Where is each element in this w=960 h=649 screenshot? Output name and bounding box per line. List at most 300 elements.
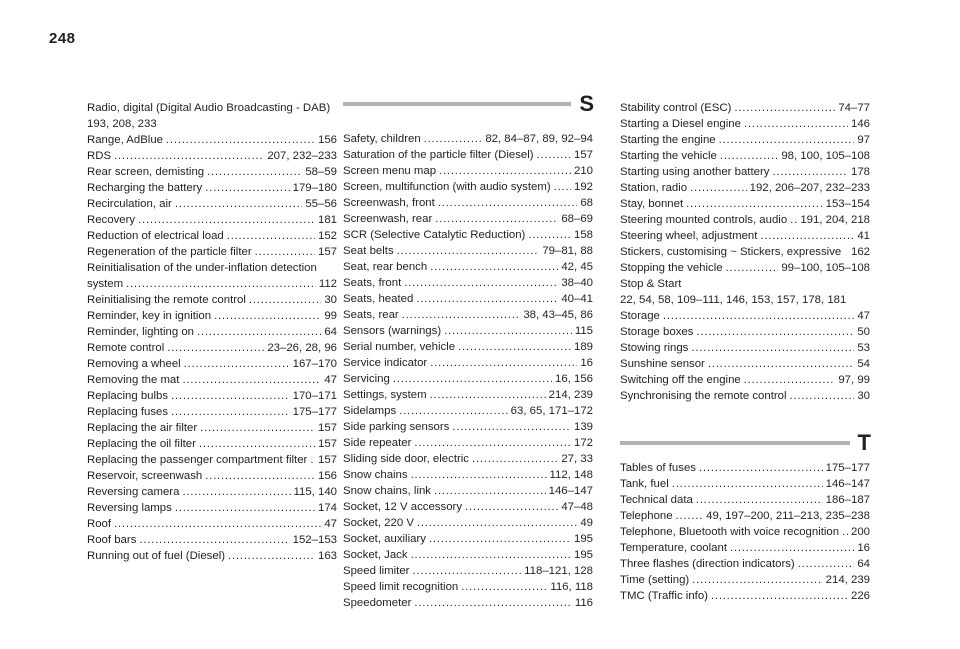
entry-pages: 200	[850, 526, 870, 538]
index-entry	[620, 276, 870, 292]
entry-term: Replacing bulbs	[87, 390, 169, 402]
entry-pages: 181	[317, 214, 337, 226]
entry-term: Socket, 12 V accessory	[343, 501, 463, 513]
entry-term: Removing the mat	[87, 374, 180, 386]
index-entry	[343, 595, 593, 611]
entry-term: Stowing rings	[620, 342, 689, 354]
entry-term: Range, AdBlue	[87, 134, 163, 146]
entry-term: Sunshine sensor	[620, 358, 705, 370]
entry-term: Servicing	[343, 373, 390, 385]
dot-leader	[184, 356, 290, 372]
entry-pages: 158	[573, 229, 593, 241]
entry-pages: 30	[857, 390, 870, 402]
entry-pages: 16	[580, 357, 593, 369]
entry-pages: 63, 65, 171–172	[510, 405, 593, 417]
dot-leader	[472, 451, 558, 467]
entry-pages: 179–180	[292, 182, 337, 194]
dot-leader	[416, 291, 558, 307]
entry-term: Tank, fuel	[620, 478, 669, 490]
index-entry	[620, 244, 870, 260]
entry-term: Screenwash, front	[343, 197, 435, 209]
index-entry	[87, 356, 337, 372]
entry-pages: 175–177	[825, 462, 870, 474]
entry-term: Seats, rear	[343, 309, 399, 321]
entry-pages: 68–69	[561, 213, 593, 225]
entry-pages: 99–100, 105–108	[781, 262, 870, 274]
dot-leader	[672, 476, 823, 492]
index-entry	[343, 211, 593, 227]
dot-leader	[167, 340, 264, 356]
dot-leader	[730, 540, 854, 556]
index-entry	[87, 196, 337, 212]
dot-leader	[696, 492, 823, 508]
index-entry	[343, 323, 593, 339]
entry-pages: 175–177	[292, 406, 337, 418]
entry-term: Snow chains	[343, 469, 408, 481]
entry-term: Socket, Jack	[343, 549, 408, 561]
index-entry	[343, 403, 593, 419]
index-entry	[620, 356, 870, 372]
index-entry	[343, 291, 593, 307]
entry-pages: 163	[317, 550, 337, 562]
index-entry	[620, 196, 870, 212]
index-entry	[87, 484, 337, 500]
index-entry	[620, 476, 870, 492]
index-entry	[343, 179, 593, 195]
entry-pages: 23–26, 28, 96	[267, 342, 337, 354]
entry-term: Reminder, lighting on	[87, 326, 195, 338]
entry-pages: 47	[324, 374, 337, 386]
entry-term: Steering wheel, adjustment	[620, 230, 758, 242]
dot-leader	[197, 324, 321, 340]
entry-term: Stability control (ESC)	[620, 102, 732, 114]
index-entry	[87, 420, 337, 436]
entry-term: Service indicator	[343, 357, 428, 369]
index-entry	[620, 180, 870, 196]
dot-leader	[444, 323, 572, 339]
dot-leader	[200, 420, 315, 436]
entry-term: Tables of fuses	[620, 462, 696, 474]
dot-leader	[842, 524, 848, 540]
dot-leader	[412, 563, 521, 579]
entry-term: Telephone, Bluetooth with voice recognition	[620, 526, 840, 538]
index-entry	[620, 572, 870, 588]
entry-term: Reversing camera	[87, 486, 180, 498]
entry-term: Socket, 220 V	[343, 517, 414, 529]
index-entry	[87, 516, 337, 532]
dot-leader	[434, 483, 546, 499]
entry-pages: 16	[857, 542, 870, 554]
entry-term: Reservoir, screenwash	[87, 470, 203, 482]
section-rule	[343, 102, 571, 106]
dot-leader	[182, 484, 290, 500]
entry-pages: 55–56	[305, 198, 337, 210]
entry-term: Starting using another battery	[620, 166, 770, 178]
index-entry	[620, 164, 870, 180]
dot-leader	[692, 572, 822, 588]
index-entry	[87, 212, 337, 228]
entry-term: Temperature, coolant	[620, 542, 728, 554]
index-entry	[87, 148, 337, 164]
entry-term: Technical data	[620, 494, 693, 506]
entry-term: Reminder, key in ignition	[87, 310, 212, 322]
dot-leader	[139, 532, 289, 548]
dot-leader	[439, 163, 571, 179]
index-entry	[343, 275, 593, 291]
dot-leader	[255, 244, 315, 260]
entry-pages: 192	[573, 181, 593, 193]
index-entry	[343, 515, 593, 531]
entry-term: Replacing the air filter	[87, 422, 198, 434]
dot-leader	[790, 388, 855, 404]
entry-pages: 157	[317, 454, 337, 466]
entry-pages: 178	[850, 166, 870, 178]
entry-pages: 42, 45	[561, 261, 593, 273]
entry-term: Switching off the engine	[620, 374, 741, 386]
entry-term: Recirculation, air	[87, 198, 172, 210]
index-entry	[620, 460, 870, 476]
entry-pages: 49, 197–200, 211–213, 235–238	[706, 510, 870, 522]
entry-term: Roof	[87, 518, 112, 530]
dot-leader	[414, 435, 571, 451]
entry-pages: 207, 232–233	[267, 150, 337, 162]
index-entry	[620, 212, 870, 228]
entry-term: SCR (Selective Catalytic Reduction)	[343, 229, 526, 241]
entry-term: Reversing lamps	[87, 502, 172, 514]
dot-leader	[708, 356, 854, 372]
dot-leader	[711, 588, 848, 604]
index-entry	[343, 387, 593, 403]
entry-pages: 115	[574, 325, 593, 337]
index-entry	[343, 371, 593, 387]
entry-pages: 47–48	[561, 501, 593, 513]
index-entry	[620, 148, 870, 164]
dot-leader	[171, 404, 290, 420]
entry-term: Reduction of electrical load	[87, 230, 224, 242]
entry-term: Sliding side door, electric	[343, 453, 469, 465]
entry-term: Stickers, customising ~ Stickers, expressive	[620, 246, 842, 258]
entry-pages: 146	[850, 118, 870, 130]
entry-term: Screenwash, rear	[343, 213, 433, 225]
dot-leader	[138, 212, 315, 228]
index-entry	[87, 548, 337, 564]
index-entry	[87, 260, 337, 276]
index-entry	[343, 419, 593, 435]
entry-pages: 214, 239	[548, 389, 593, 401]
dot-leader	[772, 164, 848, 180]
entry-term: Steering mounted controls, audio	[620, 214, 788, 226]
entry-term: Snow chains, link	[343, 485, 432, 497]
entry-term: Seats, heated	[343, 293, 414, 305]
index-entry	[87, 292, 337, 308]
index-entry	[87, 244, 337, 260]
entry-term: Replacing the passenger compartment filter	[87, 454, 308, 466]
index-entry	[620, 260, 870, 276]
entry-pages: 47	[857, 310, 870, 322]
dot-leader	[744, 372, 836, 388]
index-entry	[87, 100, 337, 116]
dot-leader	[430, 355, 577, 371]
entry-term: Remote control	[87, 342, 165, 354]
index-entry	[87, 452, 337, 468]
dot-leader	[114, 148, 264, 164]
index-entry	[343, 435, 593, 451]
entry-pages: 47	[324, 518, 337, 530]
index-column-r	[87, 100, 337, 564]
index-column-s	[343, 131, 593, 611]
entry-term: Recharging the battery	[87, 182, 203, 194]
index-entry	[87, 468, 337, 484]
index-entry	[620, 324, 870, 340]
index-entry	[620, 116, 870, 132]
dot-leader	[393, 371, 552, 387]
entry-pages: 64	[324, 326, 337, 338]
dot-leader	[458, 339, 571, 355]
entry-pages: 157	[317, 246, 337, 258]
entry-term: Speedometer	[343, 597, 412, 609]
dot-leader	[760, 228, 854, 244]
entry-pages: 156	[317, 470, 337, 482]
entry-term: Synchronising the remote control	[620, 390, 787, 402]
dot-leader	[404, 275, 558, 291]
entry-pages: 68	[580, 197, 593, 209]
section-heading-t	[620, 430, 871, 456]
dot-leader	[452, 419, 571, 435]
entry-term: Roof bars	[87, 534, 137, 546]
index-column-t	[620, 460, 870, 604]
index-entry	[343, 355, 593, 371]
entry-term: Stop & Start	[620, 278, 682, 290]
dot-leader	[719, 132, 855, 148]
entry-pages: 58–59	[305, 166, 337, 178]
index-entry	[620, 372, 870, 388]
entry-pages: 214, 239	[825, 574, 870, 586]
entry-term: Regeneration of the particle filter	[87, 246, 252, 258]
index-entry	[343, 531, 593, 547]
entry-pages: 170–171	[292, 390, 337, 402]
dot-leader	[699, 460, 823, 476]
entry-term: Replacing the oil filter	[87, 438, 196, 450]
dot-leader	[720, 148, 778, 164]
entry-pages: 195	[573, 533, 593, 545]
index-entry	[87, 276, 337, 292]
index-entry	[620, 228, 870, 244]
dot-leader	[166, 132, 315, 148]
entry-term: Seat, rear bench	[343, 261, 428, 273]
dot-leader	[417, 515, 577, 531]
index-entry	[620, 308, 870, 324]
index-entry	[620, 524, 870, 540]
entry-term: system	[87, 278, 124, 290]
page-number: 248	[49, 30, 76, 47]
index-entry	[87, 388, 337, 404]
entry-term: 193, 208, 233	[87, 118, 157, 130]
entry-pages: 116	[574, 597, 593, 609]
entry-term: Saturation of the particle filter (Diesel)	[343, 149, 534, 161]
dot-leader	[528, 227, 571, 243]
entry-pages: 112, 148	[549, 469, 593, 481]
entry-term: Starting a Diesel engine	[620, 118, 741, 130]
dot-leader	[438, 195, 578, 211]
entry-term: Safety, children	[343, 133, 421, 145]
index-entry	[620, 492, 870, 508]
dot-leader	[435, 211, 558, 227]
dot-leader	[227, 228, 315, 244]
entry-term: Seat belts	[343, 245, 394, 257]
section-rule	[620, 441, 850, 445]
entry-term: Screen menu map	[343, 165, 437, 177]
entry-term: Side parking sensors	[343, 421, 450, 433]
entry-term: Socket, auxiliary	[343, 533, 426, 545]
index-entry	[620, 132, 870, 148]
entry-term: Seats, front	[343, 277, 402, 289]
dot-leader	[537, 147, 571, 163]
dot-leader	[411, 547, 571, 563]
index-entry	[343, 467, 593, 483]
entry-pages: 82, 84–87, 89, 92–94	[485, 133, 593, 145]
index-entry	[343, 579, 593, 595]
entry-pages: 146–147	[548, 485, 593, 497]
entry-term: Rear screen, demisting	[87, 166, 205, 178]
index-entry	[343, 547, 593, 563]
entry-pages: 50	[857, 326, 870, 338]
entry-term: Reinitialisation of the under-inflation detection	[87, 262, 317, 274]
dot-leader	[430, 387, 546, 403]
entry-term: Speed limiter	[343, 565, 410, 577]
dot-leader	[310, 452, 315, 468]
entry-term: Serial number, vehicle	[343, 341, 456, 353]
dot-leader	[175, 196, 302, 212]
entry-pages: 79–81, 88	[542, 245, 593, 257]
entry-term: Replacing fuses	[87, 406, 169, 418]
entry-pages: 189	[573, 341, 593, 353]
dot-leader	[249, 292, 321, 308]
dot-leader	[214, 308, 321, 324]
entry-term: Station, radio	[620, 182, 688, 194]
dot-leader	[686, 196, 823, 212]
entry-term: Speed limit recognition	[343, 581, 459, 593]
entry-pages: 74–77	[838, 102, 870, 114]
entry-pages: 186–187	[825, 494, 870, 506]
entry-pages: 167–170	[292, 358, 337, 370]
index-entry	[620, 100, 870, 116]
entry-pages: 226	[850, 590, 870, 602]
dot-leader	[690, 180, 747, 196]
entry-pages: 40–41	[561, 293, 593, 305]
entry-term: Side repeater	[343, 437, 412, 449]
dot-leader	[554, 179, 571, 195]
index-entry	[343, 147, 593, 163]
dot-leader	[399, 403, 507, 419]
dot-leader	[228, 548, 315, 564]
index-entry	[343, 499, 593, 515]
dot-leader	[199, 436, 315, 452]
index-entry	[343, 227, 593, 243]
index-entry	[87, 132, 337, 148]
entry-pages: 162	[850, 246, 870, 258]
index-entry	[343, 563, 593, 579]
index-entry	[343, 131, 593, 147]
entry-pages: 153–154	[825, 198, 870, 210]
index-entry	[87, 164, 337, 180]
index-entry	[87, 180, 337, 196]
index-column-st	[620, 100, 870, 404]
entry-pages: 38, 43–45, 86	[523, 309, 593, 321]
index-entry	[343, 243, 593, 259]
entry-term: Starting the engine	[620, 134, 716, 146]
dot-leader	[114, 516, 321, 532]
entry-term: Telephone	[620, 510, 673, 522]
dot-leader	[696, 324, 854, 340]
dot-leader	[429, 531, 571, 547]
dot-leader	[205, 468, 315, 484]
dot-leader	[182, 372, 321, 388]
entry-term: Screen, multifunction (with audio system)	[343, 181, 551, 193]
entry-pages: 27, 33	[561, 453, 593, 465]
section-heading-s	[343, 91, 594, 117]
dot-leader	[790, 212, 797, 228]
entry-pages: 118–121, 128	[524, 565, 593, 577]
entry-pages: 172	[573, 437, 593, 449]
entry-term: Storage	[620, 310, 660, 322]
index-entry	[87, 308, 337, 324]
entry-term: Stay, bonnet	[620, 198, 684, 210]
index-entry	[343, 195, 593, 211]
index-entry	[620, 340, 870, 356]
entry-term: Recovery	[87, 214, 136, 226]
entry-pages: 157	[317, 438, 337, 450]
dot-leader	[726, 260, 779, 276]
entry-pages: 156	[317, 134, 337, 146]
dot-leader	[691, 340, 854, 356]
entry-pages: 116, 118	[550, 581, 593, 593]
entry-pages: 191, 204, 218	[800, 214, 870, 226]
index-entry	[87, 500, 337, 516]
entry-term: Sensors (warnings)	[343, 325, 442, 337]
dot-leader	[397, 243, 540, 259]
index-entry	[620, 540, 870, 556]
entry-term: RDS	[87, 150, 112, 162]
dot-leader	[734, 100, 835, 116]
entry-pages: 41	[857, 230, 870, 242]
index-entry	[620, 292, 870, 308]
dot-leader	[461, 579, 547, 595]
dot-leader	[430, 259, 558, 275]
dot-leader	[175, 500, 315, 516]
dot-leader	[414, 595, 571, 611]
entry-term: TMC (Traffic info)	[620, 590, 708, 602]
index-entry	[343, 259, 593, 275]
entry-term: Storage boxes	[620, 326, 694, 338]
entry-term: Removing a wheel	[87, 358, 181, 370]
entry-pages: 152–153	[292, 534, 337, 546]
dot-leader	[207, 164, 302, 180]
entry-term: Starting the vehicle	[620, 150, 717, 162]
index-entry	[87, 436, 337, 452]
entry-pages: 64	[857, 558, 870, 570]
index-entry	[620, 508, 870, 524]
dot-leader	[798, 556, 855, 572]
entry-pages: 49	[580, 517, 593, 529]
entry-pages: 98, 100, 105–108	[781, 150, 870, 162]
entry-term: Running out of fuel (Diesel)	[87, 550, 226, 562]
entry-pages: 210	[573, 165, 593, 177]
dot-leader	[663, 308, 854, 324]
index-entry	[620, 588, 870, 604]
entry-pages: 99	[324, 310, 337, 322]
entry-pages: 157	[573, 149, 593, 161]
entry-term: Reinitialising the remote control	[87, 294, 246, 306]
